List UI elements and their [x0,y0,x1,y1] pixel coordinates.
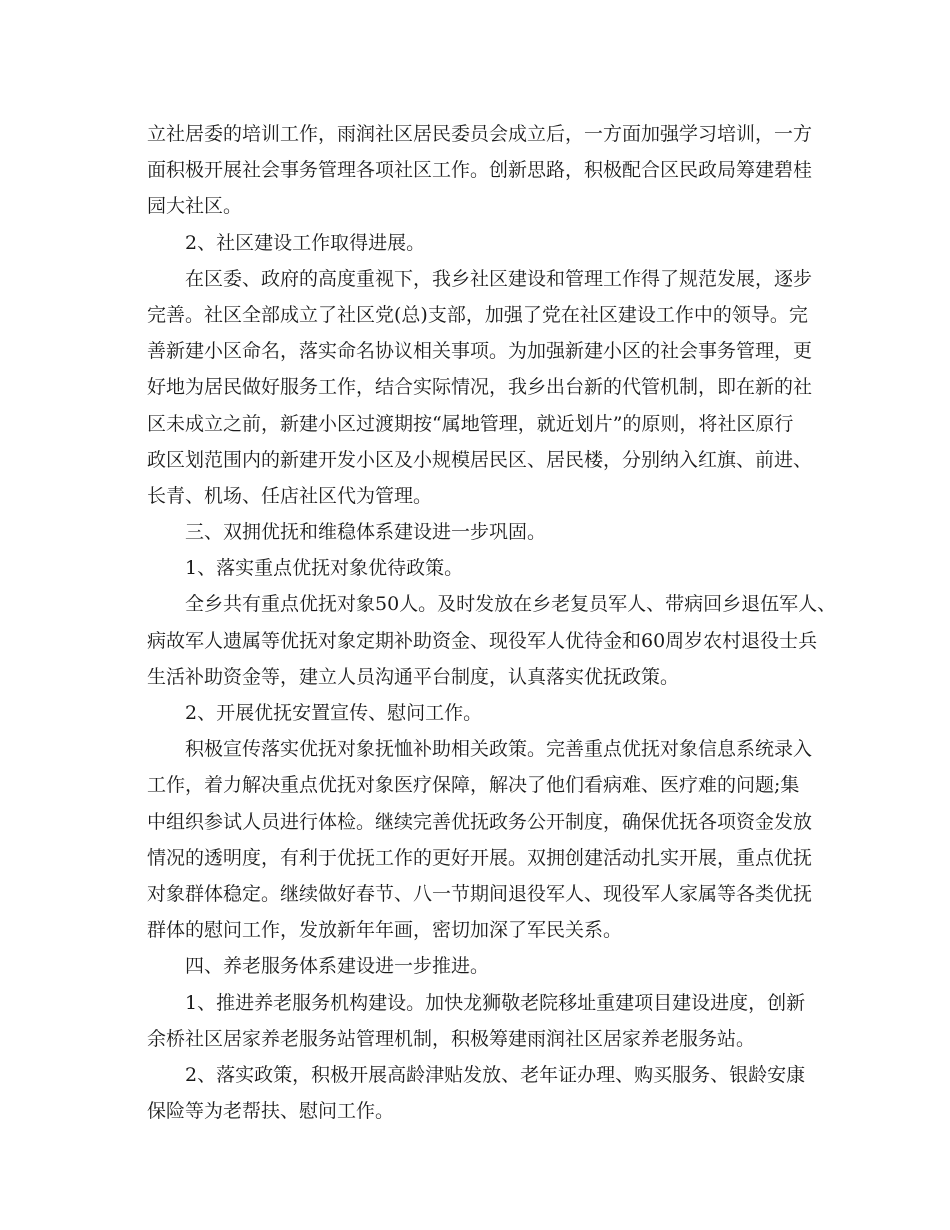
text-line: 工作，着力解决重点优抚对象医疗保障，解决了他们看病难、医疗难的问题;集 [147,774,800,797]
text-line: 四、养老服务体系建设进一步推进。 [185,955,490,978]
text-line: 余桥社区居家养老服务站管理机制，积极筹建雨润社区居家养老服务站。 [147,1027,756,1050]
text-line: 园大社区。 [147,195,243,218]
text-line: 好地为居民做好服务工作，结合实际情况，我乡出台新的代管机制，即在新的社 [147,376,813,399]
text-line: 长青、机场、任店社区代为管理。 [147,484,433,507]
document-body [147,116,837,1129]
text-line: 政区划范围内的新建开发小区及小规模居民区、居民楼，分别纳入红旗、前进、 [147,448,813,471]
text-line: 区未成立之前，新建小区过渡期按“属地管理，就近划片”的原则，将社区原行 [147,412,794,435]
text-line: 2、落实政策，积极开展高龄津贴发放、老年证办理、购买服务、银龄安康 [185,1063,806,1086]
text-line: 情况的透明度，有利于优抚工作的更好开展。双拥创建活动扎实开展，重点优抚 [147,846,813,869]
text-line: 1、推进养老服务机构建设。加快龙狮敬老院移址重建项目建设进度，创新 [185,991,806,1014]
text-line: 立社居委的培训工作，雨润社区居民委员会成立后，一方面加强学习培训，一方 [147,123,813,145]
text-line: 生活补助资金等，建立人员沟通平台制度，认真落实优抚政策。 [147,665,680,688]
text-line: 对象群体稳定。继续做好春节、八一节期间退役军人、现役军人家属等各类优抚 [147,882,813,905]
text-line: 2、开展优抚安置宣传、慰问工作。 [185,702,483,724]
text-line: 2、社区建设工作取得进展。 [185,231,426,254]
text-line: 完善。社区全部成立了社区党(总)支部，加强了党在社区建设工作中的领导。完 [147,303,808,326]
text-line: 中组织参试人员进行体检。继续完善优抚政务公开制度，确保优抚各项资金发放 [147,810,813,833]
text-line: 三、双拥优抚和维稳体系建设进一步巩固。 [185,521,547,544]
text-line: 1、落实重点优抚对象优待政策。 [185,557,464,580]
text-line: 保险等为老帮扶、慰问工作。 [147,1100,395,1123]
text-line: 面积极开展社会事务管理各项社区工作。创新思路，积极配合区民政局筹建碧桂 [147,159,813,182]
text-line: 病故军人遗属等优抚对象定期补助资金、现役军人优待金和60周岁农村退役士兵 [147,629,818,652]
text-line: 善新建小区命名，落实命名协议相关事项。为加强新建小区的社会事务管理，更 [147,340,813,363]
text-line: 在区委、政府的高度重视下，我乡社区建设和管理工作得了规范发展，逐步 [185,267,813,290]
text-line: 全乡共有重点优抚对象50人。及时发放在乡老复员军人、带病回乡退伍军人、 [185,593,837,616]
text-line: 群体的慰问工作，发放新年年画，密切加深了军民关系。 [147,919,623,942]
text-line: 积极宣传落实优抚对象抚恤补助相关政策。完善重点优抚对象信息系统录入 [185,738,813,761]
